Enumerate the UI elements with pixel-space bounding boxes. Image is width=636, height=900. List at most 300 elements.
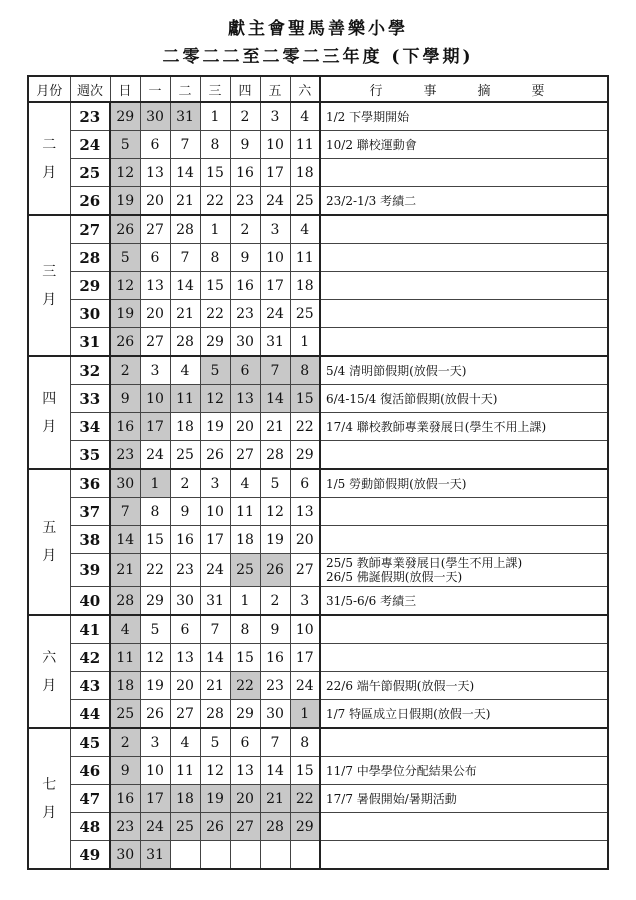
week-row xyxy=(28,300,608,328)
event-item: 5/4 清明節假期(放假一天) xyxy=(326,363,467,378)
day-cell: 9 xyxy=(110,757,140,785)
day-cell: 12 xyxy=(110,272,140,300)
month-label-char: 三 xyxy=(42,263,57,280)
event-item: 6/4-15/4 復活節假期(放假十天) xyxy=(326,391,498,406)
day-cell: 23 xyxy=(110,813,140,841)
day-cell: 14 xyxy=(260,757,290,785)
day-cell: 22 xyxy=(230,672,260,700)
event-summary xyxy=(320,187,608,216)
day-cell xyxy=(170,841,200,870)
day-cell: 9 xyxy=(230,244,260,272)
day-cell: 28 xyxy=(170,215,200,244)
week-row xyxy=(28,700,608,729)
day-cell: 2 xyxy=(110,728,140,757)
day-cell: 14 xyxy=(110,526,140,554)
day-cell: 23 xyxy=(260,672,290,700)
day-cell: 26 xyxy=(200,441,230,470)
day-cell: 9 xyxy=(110,385,140,413)
week-row xyxy=(28,356,608,385)
day-header-wed: 三 xyxy=(200,76,230,102)
day-cell: 19 xyxy=(110,187,140,216)
day-cell: 7 xyxy=(200,615,230,644)
day-cell: 27 xyxy=(140,328,170,357)
day-cell: 18 xyxy=(290,272,320,300)
day-cell: 12 xyxy=(200,757,230,785)
day-cell: 8 xyxy=(230,615,260,644)
day-cell: 15 xyxy=(290,385,320,413)
week-row xyxy=(28,187,608,216)
event-item: 1/7 特區成立日假期(放假一天) xyxy=(326,706,491,721)
day-cell: 25 xyxy=(230,554,260,587)
week-row xyxy=(28,131,608,159)
event-item: 11/7 中學學位分配結果公布 xyxy=(326,763,477,778)
day-cell: 4 xyxy=(290,215,320,244)
event-summary xyxy=(320,385,608,413)
day-cell: 26 xyxy=(260,554,290,587)
event-summary xyxy=(320,757,608,785)
day-cell: 28 xyxy=(260,441,290,470)
month-label-char: 五 xyxy=(42,520,57,536)
day-cell: 11 xyxy=(170,385,200,413)
day-cell: 6 xyxy=(140,131,170,159)
day-cell: 5 xyxy=(140,615,170,644)
day-cell: 2 xyxy=(230,102,260,131)
day-cell: 21 xyxy=(110,554,140,587)
week-row xyxy=(28,385,608,413)
month-label xyxy=(28,356,70,469)
week-row xyxy=(28,813,608,841)
day-cell: 15 xyxy=(230,644,260,672)
day-cell: 29 xyxy=(110,102,140,131)
week-number: 34 xyxy=(70,413,110,441)
day-cell: 16 xyxy=(110,413,140,441)
header-row xyxy=(28,76,608,102)
event-item: 26/5 佛誕假期(放假一天) xyxy=(326,570,463,584)
day-cell: 21 xyxy=(260,413,290,441)
day-cell: 13 xyxy=(290,498,320,526)
day-cell: 30 xyxy=(110,841,140,870)
day-cell: 22 xyxy=(290,413,320,441)
week-row xyxy=(28,615,608,644)
day-cell: 14 xyxy=(170,159,200,187)
week-number: 38 xyxy=(70,526,110,554)
week-row xyxy=(28,328,608,357)
event-item: 22/6 端午節假期(放假一天) xyxy=(326,678,475,693)
month-label-char: 月 xyxy=(42,804,57,821)
day-cell: 12 xyxy=(140,644,170,672)
day-cell: 27 xyxy=(290,554,320,587)
month-label-char: 月 xyxy=(42,418,57,435)
month-label xyxy=(28,215,70,356)
week-number: 45 xyxy=(70,728,110,757)
day-cell: 27 xyxy=(230,441,260,470)
month-label xyxy=(28,469,70,615)
event-summary xyxy=(320,554,608,587)
day-cell: 3 xyxy=(140,728,170,757)
week-row xyxy=(28,441,608,470)
day-cell: 13 xyxy=(170,644,200,672)
event-summary xyxy=(320,672,608,700)
day-cell: 27 xyxy=(230,813,260,841)
day-cell: 17 xyxy=(140,785,170,813)
day-cell: 8 xyxy=(200,131,230,159)
event-item: 23/2-1/3 考績二 xyxy=(326,193,417,208)
day-cell: 17 xyxy=(290,644,320,672)
day-cell: 21 xyxy=(260,785,290,813)
day-cell: 31 xyxy=(170,102,200,131)
week-number: 32 xyxy=(70,356,110,385)
event-summary xyxy=(320,356,608,385)
day-cell: 5 xyxy=(110,244,140,272)
calendar-table xyxy=(27,75,609,870)
day-cell: 7 xyxy=(170,131,200,159)
month-label xyxy=(28,615,70,728)
day-cell: 10 xyxy=(140,385,170,413)
week-number: 40 xyxy=(70,587,110,616)
day-cell: 16 xyxy=(230,159,260,187)
week-number: 35 xyxy=(70,441,110,470)
day-cell: 29 xyxy=(200,328,230,357)
event-summary xyxy=(320,813,608,841)
event-summary xyxy=(320,244,608,272)
day-cell: 22 xyxy=(200,187,230,216)
day-header-mon: 一 xyxy=(140,76,170,102)
day-cell: 16 xyxy=(230,272,260,300)
day-cell: 13 xyxy=(140,272,170,300)
day-cell: 3 xyxy=(260,215,290,244)
day-cell: 19 xyxy=(140,672,170,700)
day-cell: 5 xyxy=(200,728,230,757)
day-cell xyxy=(260,841,290,870)
event-summary xyxy=(320,469,608,498)
event-summary xyxy=(320,131,608,159)
day-cell: 2 xyxy=(260,587,290,616)
day-cell: 15 xyxy=(200,159,230,187)
month-label-char: 月 xyxy=(42,548,57,564)
day-cell: 14 xyxy=(200,644,230,672)
day-cell: 18 xyxy=(110,672,140,700)
day-cell: 17 xyxy=(260,159,290,187)
day-cell: 10 xyxy=(290,615,320,644)
week-row xyxy=(28,159,608,187)
day-cell: 23 xyxy=(230,300,260,328)
event-summary xyxy=(320,215,608,244)
week-row xyxy=(28,498,608,526)
week-number: 44 xyxy=(70,700,110,729)
day-cell: 7 xyxy=(260,728,290,757)
day-cell: 7 xyxy=(110,498,140,526)
day-cell: 25 xyxy=(170,441,200,470)
week-row xyxy=(28,554,608,587)
week-number: 24 xyxy=(70,131,110,159)
week-number: 29 xyxy=(70,272,110,300)
day-cell: 5 xyxy=(200,356,230,385)
day-cell: 30 xyxy=(260,700,290,729)
day-cell: 31 xyxy=(260,328,290,357)
week-number: 33 xyxy=(70,385,110,413)
month-label xyxy=(28,102,70,215)
day-cell: 12 xyxy=(110,159,140,187)
day-cell: 25 xyxy=(290,187,320,216)
week-number: 39 xyxy=(70,554,110,587)
month-label-char: 七 xyxy=(42,776,57,793)
week-number: 46 xyxy=(70,757,110,785)
school-name: 獻主會聖馬善樂小學 xyxy=(228,19,408,39)
day-cell: 11 xyxy=(290,244,320,272)
day-cell: 12 xyxy=(260,498,290,526)
week-number: 41 xyxy=(70,615,110,644)
week-row xyxy=(28,526,608,554)
event-item: 25/5 教師專業發展日(學生不用上課) xyxy=(326,556,523,570)
day-cell: 18 xyxy=(170,413,200,441)
day-cell: 3 xyxy=(260,102,290,131)
day-cell: 4 xyxy=(170,356,200,385)
day-cell: 9 xyxy=(260,615,290,644)
day-cell: 24 xyxy=(140,441,170,470)
event-summary xyxy=(320,587,608,616)
day-cell: 27 xyxy=(140,215,170,244)
week-number: 31 xyxy=(70,328,110,357)
week-number: 47 xyxy=(70,785,110,813)
week-number: 30 xyxy=(70,300,110,328)
event-summary xyxy=(320,615,608,644)
week-number: 25 xyxy=(70,159,110,187)
event-summary xyxy=(320,159,608,187)
event-summary xyxy=(320,785,608,813)
day-cell: 8 xyxy=(200,244,230,272)
day-cell: 6 xyxy=(230,728,260,757)
day-cell: 6 xyxy=(140,244,170,272)
day-cell: 15 xyxy=(290,757,320,785)
event-summary xyxy=(320,441,608,470)
day-cell: 12 xyxy=(200,385,230,413)
day-cell: 23 xyxy=(170,554,200,587)
day-cell: 9 xyxy=(170,498,200,526)
day-cell: 4 xyxy=(230,469,260,498)
week-row xyxy=(28,413,608,441)
day-cell: 1 xyxy=(200,102,230,131)
day-cell: 9 xyxy=(230,131,260,159)
event-summary xyxy=(320,841,608,870)
day-cell: 16 xyxy=(170,526,200,554)
event-summary xyxy=(320,728,608,757)
events-header: 行 事 摘 要 xyxy=(320,76,608,102)
day-cell: 1 xyxy=(230,587,260,616)
day-cell: 19 xyxy=(200,785,230,813)
month-label-char: 六 xyxy=(42,649,57,666)
week-header: 週次 xyxy=(70,76,110,102)
day-cell xyxy=(290,841,320,870)
day-cell: 8 xyxy=(290,356,320,385)
day-header-tue: 二 xyxy=(170,76,200,102)
event-summary xyxy=(320,700,608,729)
day-cell: 17 xyxy=(140,413,170,441)
day-cell: 16 xyxy=(110,785,140,813)
month-label-char: 月 xyxy=(42,677,57,694)
month-label xyxy=(28,728,70,869)
day-cell: 10 xyxy=(140,757,170,785)
week-number: 43 xyxy=(70,672,110,700)
day-cell: 31 xyxy=(200,587,230,616)
week-row xyxy=(28,215,608,244)
day-cell: 26 xyxy=(200,813,230,841)
day-cell: 19 xyxy=(200,413,230,441)
day-cell: 8 xyxy=(290,728,320,757)
day-cell: 4 xyxy=(290,102,320,131)
calendar-body xyxy=(28,102,608,869)
day-cell: 11 xyxy=(110,644,140,672)
day-cell: 24 xyxy=(140,813,170,841)
day-cell: 5 xyxy=(110,131,140,159)
day-cell: 29 xyxy=(290,813,320,841)
week-row xyxy=(28,757,608,785)
day-cell: 30 xyxy=(140,102,170,131)
day-cell: 27 xyxy=(170,700,200,729)
day-cell: 11 xyxy=(170,757,200,785)
day-cell: 6 xyxy=(290,469,320,498)
day-cell: 29 xyxy=(140,587,170,616)
day-cell: 20 xyxy=(170,672,200,700)
day-cell: 3 xyxy=(290,587,320,616)
day-cell: 24 xyxy=(260,187,290,216)
day-cell: 23 xyxy=(230,187,260,216)
week-row xyxy=(28,244,608,272)
event-summary xyxy=(320,328,608,357)
day-cell: 23 xyxy=(110,441,140,470)
day-cell: 2 xyxy=(230,215,260,244)
week-number: 42 xyxy=(70,644,110,672)
week-row xyxy=(28,841,608,870)
day-cell: 18 xyxy=(170,785,200,813)
day-header-thu: 四 xyxy=(230,76,260,102)
week-number: 26 xyxy=(70,187,110,216)
day-cell: 13 xyxy=(140,159,170,187)
day-cell: 1 xyxy=(290,328,320,357)
day-cell: 22 xyxy=(140,554,170,587)
day-cell: 25 xyxy=(110,700,140,729)
event-item: 1/5 勞動節假期(放假一天) xyxy=(326,476,467,491)
event-summary xyxy=(320,498,608,526)
day-cell: 19 xyxy=(110,300,140,328)
day-cell: 24 xyxy=(260,300,290,328)
month-label-char: 四 xyxy=(42,390,57,407)
day-cell: 18 xyxy=(290,159,320,187)
month-label-char: 月 xyxy=(42,164,57,181)
day-cell: 20 xyxy=(230,413,260,441)
day-header-sun: 日 xyxy=(110,76,140,102)
week-row xyxy=(28,469,608,498)
day-cell: 26 xyxy=(110,215,140,244)
day-cell: 11 xyxy=(230,498,260,526)
day-cell: 15 xyxy=(140,526,170,554)
day-cell: 10 xyxy=(260,131,290,159)
day-cell: 26 xyxy=(140,700,170,729)
day-cell: 14 xyxy=(260,385,290,413)
day-cell: 20 xyxy=(290,526,320,554)
day-cell: 6 xyxy=(230,356,260,385)
day-cell: 1 xyxy=(290,700,320,729)
day-cell: 7 xyxy=(260,356,290,385)
week-row xyxy=(28,785,608,813)
event-item: 10/2 聯校運動會 xyxy=(326,137,417,152)
week-number: 27 xyxy=(70,215,110,244)
day-cell: 14 xyxy=(170,272,200,300)
event-item: 1/2 下學期開始 xyxy=(326,109,410,124)
day-cell: 13 xyxy=(230,757,260,785)
day-header-sat: 六 xyxy=(290,76,320,102)
day-cell: 24 xyxy=(200,554,230,587)
day-cell: 21 xyxy=(170,300,200,328)
day-cell: 31 xyxy=(140,841,170,870)
day-cell: 28 xyxy=(200,700,230,729)
day-cell: 8 xyxy=(140,498,170,526)
event-item: 31/5-6/6 考績三 xyxy=(326,593,417,608)
day-cell: 5 xyxy=(260,469,290,498)
day-cell xyxy=(230,841,260,870)
day-header-fri: 五 xyxy=(260,76,290,102)
day-cell: 22 xyxy=(290,785,320,813)
day-cell: 4 xyxy=(170,728,200,757)
day-cell: 4 xyxy=(110,615,140,644)
day-cell: 20 xyxy=(140,300,170,328)
day-cell xyxy=(200,841,230,870)
week-row xyxy=(28,644,608,672)
day-cell: 24 xyxy=(290,672,320,700)
day-cell: 26 xyxy=(110,328,140,357)
day-cell: 1 xyxy=(140,469,170,498)
day-cell: 30 xyxy=(230,328,260,357)
week-row xyxy=(28,587,608,616)
day-cell: 3 xyxy=(140,356,170,385)
day-cell: 25 xyxy=(290,300,320,328)
day-cell: 2 xyxy=(170,469,200,498)
day-cell: 28 xyxy=(260,813,290,841)
month-label-char: 二 xyxy=(42,136,57,153)
event-summary xyxy=(320,102,608,131)
week-row xyxy=(28,672,608,700)
day-cell: 17 xyxy=(260,272,290,300)
week-number: 23 xyxy=(70,102,110,131)
day-cell: 1 xyxy=(200,215,230,244)
day-cell: 17 xyxy=(200,526,230,554)
term-title: 二零二二至二零二三年度 (下學期) xyxy=(162,47,474,67)
day-cell: 15 xyxy=(200,272,230,300)
week-number: 28 xyxy=(70,244,110,272)
day-cell: 30 xyxy=(110,469,140,498)
day-cell: 16 xyxy=(260,644,290,672)
day-cell: 18 xyxy=(230,526,260,554)
event-item: 17/7 暑假開始/暑期活動 xyxy=(326,791,457,806)
week-row xyxy=(28,102,608,131)
event-summary xyxy=(320,413,608,441)
day-cell: 21 xyxy=(170,187,200,216)
event-summary xyxy=(320,300,608,328)
day-cell: 10 xyxy=(200,498,230,526)
day-cell: 7 xyxy=(170,244,200,272)
day-cell: 29 xyxy=(230,700,260,729)
week-number: 37 xyxy=(70,498,110,526)
day-cell: 3 xyxy=(200,469,230,498)
day-cell: 25 xyxy=(170,813,200,841)
week-row xyxy=(28,272,608,300)
week-number: 36 xyxy=(70,469,110,498)
day-cell: 13 xyxy=(230,385,260,413)
week-row xyxy=(28,728,608,757)
day-cell: 19 xyxy=(260,526,290,554)
week-number: 48 xyxy=(70,813,110,841)
week-number: 49 xyxy=(70,841,110,870)
day-cell: 20 xyxy=(140,187,170,216)
